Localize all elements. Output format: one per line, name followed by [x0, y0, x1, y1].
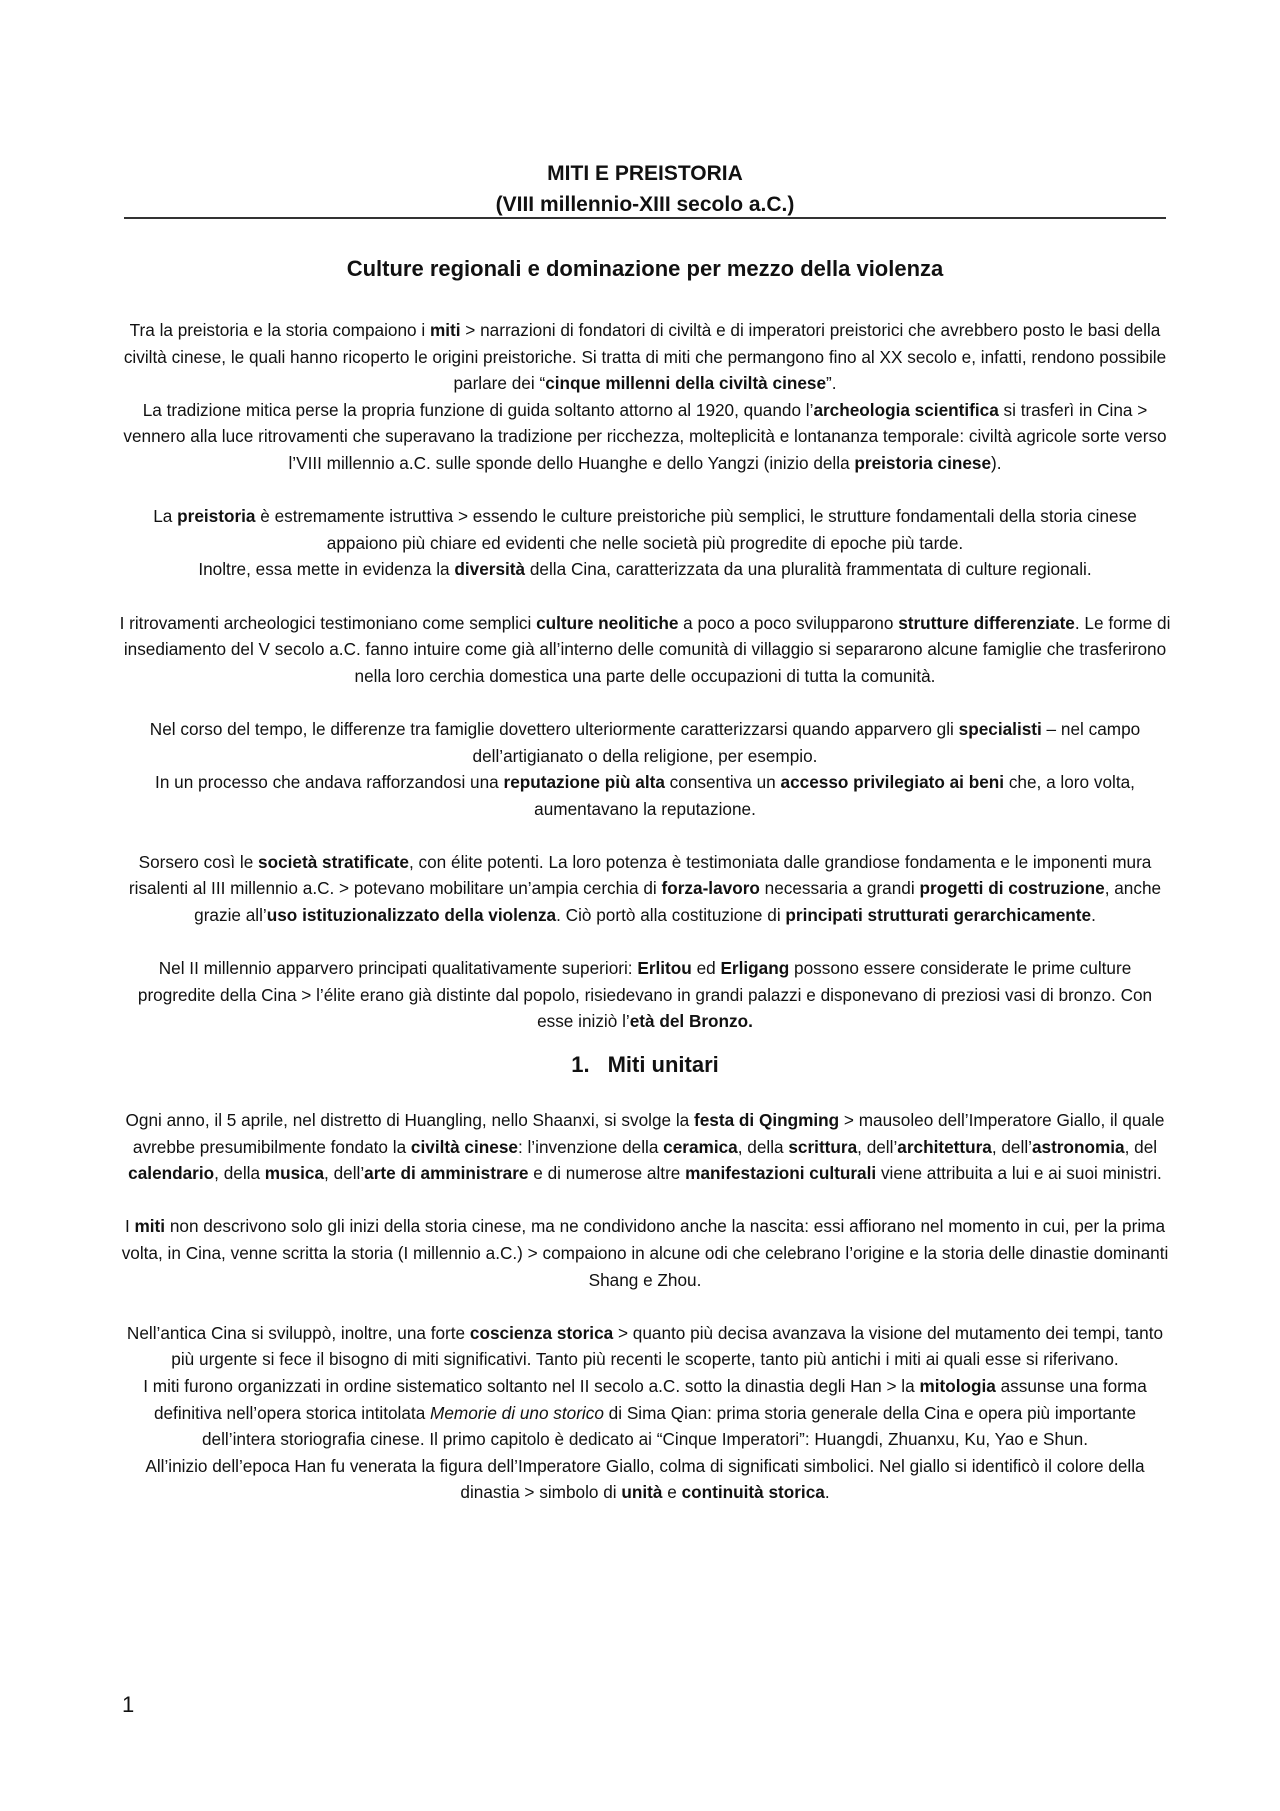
paragraph-10: [118, 1107, 1172, 1187]
section-subtitle: Culture regionali e dominazione per mezzo della violenza: [346, 256, 944, 281]
text-run: della Cina, caratterizzata da una pluralità frammentata di culture regionali.: [525, 559, 1092, 580]
title-divider: [124, 217, 1166, 219]
text-run: consentiva un: [664, 772, 781, 793]
bold-term: accesso privilegiato ai beni: [780, 772, 1005, 793]
text-run: All’inizio dell’epoca Han fu venerata la figura dell’Imperatore Giallo, colma di significati simbolici. Nel giallo si identificò il colore della dinastia > simbolo di: [145, 1455, 1145, 1503]
bold-term: coscienza storica: [469, 1322, 614, 1343]
text-run: , del: [1124, 1136, 1158, 1157]
text-run: , dell’: [857, 1136, 898, 1157]
bold-term: miti: [429, 320, 461, 340]
text-run: I: [124, 1216, 135, 1237]
bold-term: forza-lavoro: [661, 878, 760, 899]
bold-term: archeologia scientifica: [813, 399, 999, 420]
text-run: Inoltre, essa mette in evidenza la: [198, 559, 455, 580]
bold-term: calendario: [128, 1163, 215, 1184]
italic-title: Memorie di uno storico: [430, 1402, 604, 1423]
text-run: possono essere considerate le prime culture progredite della Cina > l’élite erano già distinte dal popolo, risiedevano in grandi palazzi e disponevano di preziosi vasi di bronzo. Con esse iniziò l’: [137, 958, 1153, 1032]
text-run: .: [824, 1482, 830, 1503]
bold-term: strutture differenziate: [898, 612, 1075, 633]
text-run: è estremamente istruttiva > essendo le culture preistoriche più semplici, le strutture fondamentali della storia cinese appaiono più chiare ed evidenti che nelle società più progredite di epoche più tarde.: [255, 506, 1137, 553]
text-run: e di numerose altre: [528, 1163, 686, 1184]
bold-term: cinque millenni della civiltà cinese: [545, 373, 827, 394]
paragraph-1: [118, 317, 1172, 397]
bold-term: culture neolitiche: [536, 612, 679, 633]
section-title: Miti unitari: [607, 1052, 719, 1078]
paragraph-6: [118, 716, 1172, 769]
paragraph-13: [118, 1373, 1172, 1453]
text-run: necessaria a grandi: [759, 878, 920, 899]
text-run: . Ciò portò alla costituzione di: [556, 905, 786, 926]
bold-term: diversità: [454, 559, 526, 580]
text-run: > narrazioni di fondatori di civiltà e di imperatori preistorici che avrebbero posto le basi della civiltà cinese, le quali hanno ricoperto le origini preistoriche. Si tratta di miti che permangono fino al XX secolo e, infatti, rendono possibile parlare dei “: [123, 320, 1167, 394]
text-run: Nel II millennio apparvero principati qualitativamente superiori:: [158, 958, 638, 979]
text-run: e: [662, 1482, 682, 1503]
text-run: La: [153, 506, 178, 527]
bold-term: ceramica: [663, 1136, 738, 1157]
text-run: ed: [691, 958, 721, 979]
text-run: di Sima Qian: prima storia generale della Cina e opera più importante dell’intera storiografia cinese. Il primo capitolo è dedicato ai “Cinque Imperatori”: Huangdi, Zhuanxu, Ku, Yao e Shun.: [202, 1402, 1137, 1450]
bold-term: mitologia: [919, 1375, 996, 1396]
bold-term: miti: [134, 1216, 166, 1237]
page-number: 1: [122, 1692, 135, 1717]
paragraph-12: [118, 1320, 1172, 1373]
text-run: , anche grazie all’: [194, 878, 1162, 926]
text-run: Nel corso del tempo, le differenze tra famiglie dovettero ulteriormente caratterizzarsi quando apparvero gli: [149, 718, 959, 739]
text-run: I ritrovamenti archeologici testimoniano come semplici: [119, 612, 537, 633]
period-subtitle: (VIII millennio-XIII secolo a.C.): [495, 193, 795, 216]
text-run: a poco a poco svilupparono: [678, 612, 899, 633]
page-title: MITI E PREISTORIA: [547, 162, 743, 185]
text-run: che, a loro volta, aumentavano la reputazione.: [534, 772, 1135, 819]
title-block: [124, 158, 1166, 220]
paragraph-8: [118, 849, 1172, 929]
bold-term: architettura: [897, 1136, 992, 1157]
text-run: : l’invenzione della: [517, 1136, 664, 1157]
bold-term: società stratificate: [258, 851, 409, 872]
paragraph-11: [118, 1213, 1172, 1293]
bold-term: scrittura: [788, 1136, 858, 1157]
bold-term: Erlitou: [637, 958, 692, 979]
bold-term: arte di amministrare: [364, 1163, 529, 1184]
text-run: – nel campo dell’artigianato o della religione, per esempio.: [472, 718, 1141, 766]
bold-term: festa di Qingming: [694, 1110, 840, 1131]
bold-term: età del Bronzo.: [629, 1011, 753, 1032]
bold-term: reputazione più alta: [503, 772, 665, 793]
bold-term: progetti di costruzione: [919, 878, 1105, 899]
bold-term: unità: [621, 1482, 663, 1503]
text-run: ).: [991, 452, 1002, 473]
text-run: > quanto più decisa avanzava la visione del mutamento dei tempi, tanto più urgente si fece il bisogno di miti significativi. Tanto più recenti le scoperte, tanto più antichi i miti ai quali esse si riferivano.: [171, 1322, 1164, 1370]
text-run: . Le forme di insediamento del V secolo a.C. fanno intuire come già all’interno delle comunità di villaggio si separarono alcune famiglie che trasferirono nella loro cerchia domestica una parte delle occupazioni di tutta la comunità.: [123, 612, 1171, 686]
section-heading: [118, 1050, 1172, 1080]
paragraph-9: [118, 955, 1172, 1035]
bold-term: principati strutturati gerarchicamente: [785, 905, 1092, 926]
text-run: , dell’: [991, 1136, 1032, 1157]
document-body: [118, 317, 1172, 1506]
text-run: non descrivono solo gli inizi della storia cinese, ma ne condividono anche la nascita: essi affiorano nel momento in cui, per la prima volta, in Cina, venne scritta la storia (I millennio a.C.) > compaiono in alcune odi che celebrano l’origine e la storia delle dinastie dominanti Shang e Zhou.: [121, 1216, 1169, 1290]
paragraph-2: [118, 397, 1172, 477]
bold-term: uso istituzionalizzato della violenza: [266, 905, 557, 926]
paragraph-4: [118, 556, 1172, 583]
bold-term: civiltà cinese: [410, 1136, 518, 1157]
text-run: , con élite potenti. La loro potenza è testimoniata dalle grandiose fondamenta e le imponenti mura risalenti al III millennio a.C. > potevano mobilitare un’ampia cerchia di: [128, 851, 1152, 899]
bold-term: preistoria cinese: [854, 452, 992, 473]
bold-term: musica: [264, 1163, 325, 1184]
bold-term: Erligang: [720, 958, 790, 979]
text-run: > mausoleo dell’Imperatore Giallo, il quale avrebbe presumibilmente fondato la: [132, 1110, 1165, 1157]
text-run: assunse una forma definitiva nell’opera storica intitolata: [153, 1375, 1147, 1423]
paragraph-7: [118, 769, 1172, 822]
text-run: , della: [214, 1163, 265, 1184]
text-run: , dell’: [324, 1163, 365, 1184]
paragraph-14: [118, 1453, 1172, 1506]
paragraph-3: [118, 503, 1172, 556]
bold-term: continuità storica: [681, 1482, 825, 1503]
text-run: ”.: [826, 373, 837, 394]
text-run: La tradizione mitica perse la propria funzione di guida soltanto attorno al 1920, quando l’: [142, 399, 814, 420]
text-run: si trasferì in Cina > vennero alla luce ritrovamenti che superavano la tradizione per ricchezza, molteplicità e lontananza temporale: civiltà agricole sorte verso l’VIII millennio a.C. sulle sponde dello Huanghe e dello Yangzi (inizio della: [123, 399, 1167, 473]
bold-term: astronomia: [1031, 1136, 1125, 1157]
text-run: Sorsero così le: [138, 851, 259, 872]
text-run: viene attribuita a lui e ai suoi ministri.: [876, 1163, 1162, 1184]
text-run: Nell’antica Cina si sviluppò, inoltre, una forte: [126, 1322, 470, 1343]
bold-term: specialisti: [958, 718, 1042, 739]
text-run: I miti furono organizzati in ordine sistematico soltanto nel II secolo a.C. sotto la dinastia degli Han > la: [143, 1375, 920, 1396]
text-run: Tra la preistoria e la storia compaiono i: [129, 320, 430, 340]
paragraph-5: [118, 610, 1172, 690]
text-run: In un processo che andava rafforzandosi una: [155, 772, 504, 793]
text-run: Ogni anno, il 5 aprile, nel distretto di Huangling, nello Shaanxi, si svolge la: [125, 1110, 694, 1131]
text-run: , della: [737, 1136, 789, 1157]
bold-term: preistoria: [177, 506, 256, 527]
bold-term: manifestazioni culturali: [685, 1163, 877, 1184]
text-run: .: [1091, 905, 1096, 926]
section-number: 1.: [571, 1052, 590, 1078]
